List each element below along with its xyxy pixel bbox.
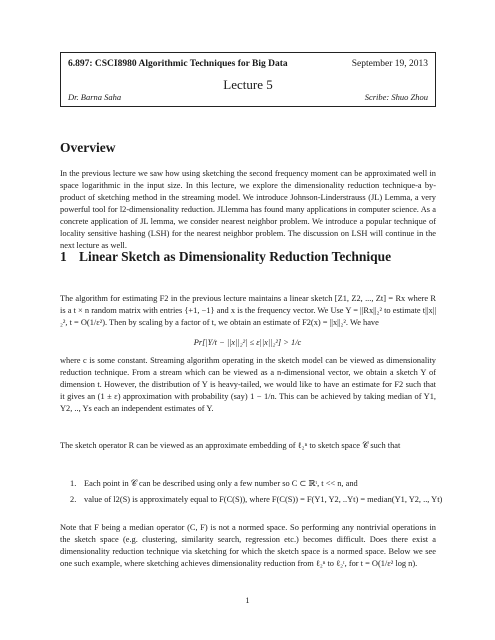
- scribe-name: Scribe: Shuo Zhou: [364, 92, 428, 102]
- lecture-number: Lecture 5: [223, 77, 273, 92]
- lecture-header-box: [60, 52, 436, 107]
- course-title: 6.897: CSCI8980 Algorithmic Techniques for Big Data: [68, 59, 288, 69]
- section-title: Linear Sketch as Dimensionality Reduction Technique: [79, 249, 392, 264]
- overview-heading: Overview: [60, 140, 116, 155]
- normed-space-paragraph: Note that F being a median operator (C, F) is not a normed space. So performing any nontrivial operations in the sketch space (e.g. clustering, similarity search, regression etc.) becomes difficult. Does there exist a dimensionality reduction technique via sketching for which the sketch space is a normed space. Below we see one such example, where sketching achieves dimensionality reduction from ℓ₂ⁿ to ℓ₂ᵗ, for t = O(1/ε² log n).: [60, 523, 436, 568]
- algorithm-paragraph: The algorithm for estimating F2 in the previous lecture maintains a linear sketch [Z1, Z2, ..., Zt] = Rx where R is a t × n random matrix with entries {+1, −1} and x is the frequency vector. We Use Y = ||Rx||₂² to estimate t||x||₂², t = O(1/ε²). Then by scaling by a factor of t, we obtain an estimate of F2(x) = ||x||₂². We have: [60, 294, 436, 327]
- list-item-text: Each point in 𝒞 can be described using only a few number so C ⊂ ℝᵗ, t << n, and: [84, 479, 358, 488]
- streaming-paragraph: where c is some constant. Streaming algorithm operating in the sketch model can be viewed as dimensionality reduction technique. From a stream which can be viewed as a n-dimensional vector, we obtain a sketch Y of dimension t. However, the distribution of Y is heavy-tailed, we would like to have an estimate for F2 such that it gives an (1 ± ε) approximation with probability (say) 1 − 1/n. This can be achieved by taking median of Y1, Y2, .., Ys each an independent estimates of Y.: [60, 356, 436, 413]
- section-1-heading: [60, 249, 391, 265]
- sketch-operator-paragraph: The sketch operator R can be viewed as an approximate embedding of ℓ₂ⁿ to sketch space 𝒞 such that: [60, 441, 401, 450]
- probability-equation: Pr[|Y/t − ||x||₂²| ≤ ε||x||₂²] > 1/c: [193, 338, 302, 347]
- lecture-date: September 19, 2013: [351, 59, 428, 69]
- overview-paragraph: In the previous lecture we saw how using sketching the second frequency moment can be approximated well in space logarithmic in the input size. In this lecture, we explore the dimensionality reduction technique-a by-product of sketching method in the streaming model. We introduce Johnson-Linderstrauss (JL) Lemma, a very powerful tool for l2-dimensionality reduction. JLlemma has found many applications in computer science. As a concrete application of JL lemma, we consider nearest neighbor problem. We introduce a popular technique of locality sensitive hashing (LSH) for the nearest neighbor problem. The discussion on LSH will continue in the next lecture as well.: [60, 169, 436, 250]
- instructor-name: Dr. Barna Saha: [68, 92, 122, 102]
- list-item-number: 1.: [70, 479, 77, 488]
- list-item: [70, 494, 443, 506]
- list-item: [70, 478, 440, 490]
- section-number: 1: [60, 249, 67, 264]
- list-item-text: value of l2(S) is approximately equal to F(C(S)), where F(C(S)) = F(Y1, Y2, ..Yt) = median(Y1, Y2, .., Yt): [84, 495, 443, 504]
- list-item-number: 2.: [70, 495, 77, 504]
- page-number: 1: [245, 596, 250, 605]
